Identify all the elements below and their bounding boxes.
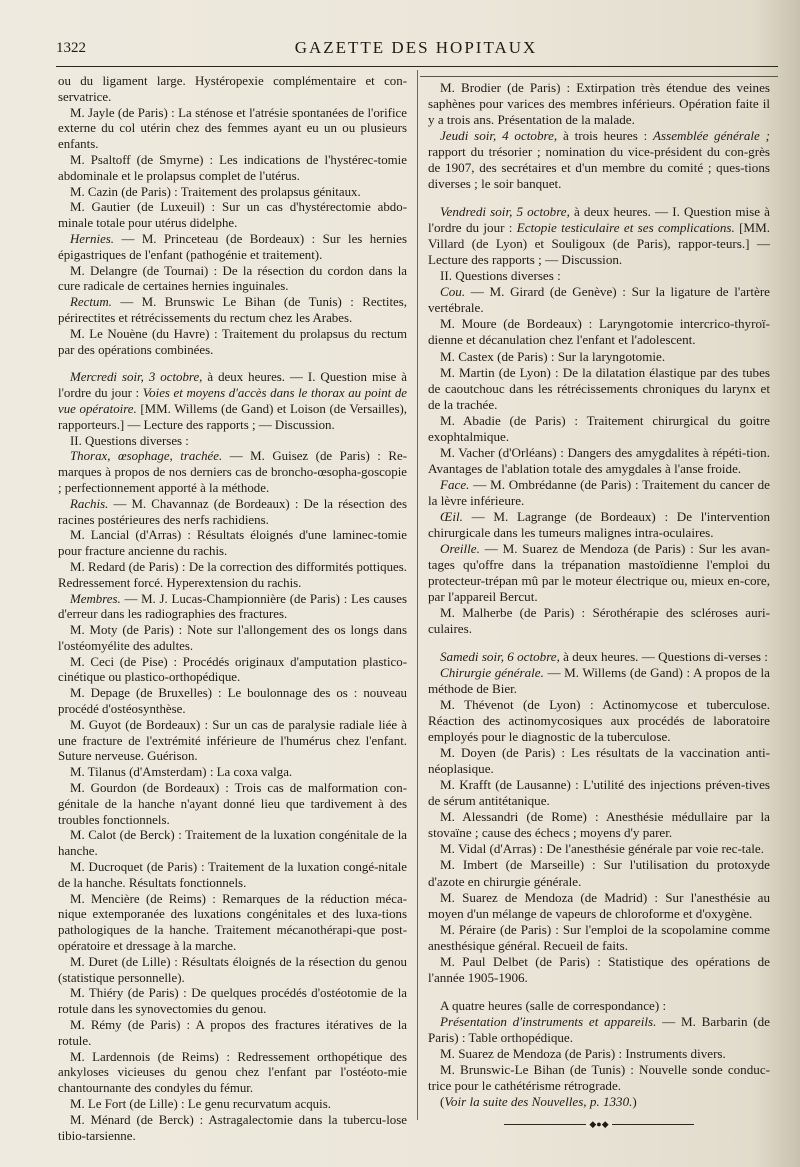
paragraph xyxy=(428,509,770,541)
paragraph-text: — M. Chavannaz (de Bordeaux) : De la résection des racines postérieures des nerfs rachidiens. xyxy=(58,496,407,527)
paragraph xyxy=(58,1050,407,1097)
paragraph-text: à trois heures : xyxy=(557,128,653,144)
paragraph-text: — M. Girard (de Genève) : Sur la ligature de l'artère vertébrale. xyxy=(428,284,770,316)
paragraph xyxy=(428,890,770,922)
paragraph-text: — M. Barbarin (de Paris) : Table orthopédique. xyxy=(428,1013,770,1045)
paragraph xyxy=(58,828,407,860)
paragraph-text: M. Redard (de Paris) : De la correction des difformités pottiques. Redressement forcé. Hyperextension du rachis. xyxy=(58,559,407,590)
section-lead: Œil. xyxy=(440,508,463,524)
paragraph-text: M. Depage (de Bruxelles) : Le boulonnage des os : nouveau procédé d'ostéosynthèse. xyxy=(58,686,407,717)
paragraph-text: ( xyxy=(440,1093,445,1109)
section-lead: Cou. xyxy=(440,284,466,300)
paragraph xyxy=(428,998,770,1014)
paragraph xyxy=(428,605,770,637)
paragraph-text: M. Suarez de Mendoza (de Paris) : Instruments divers. xyxy=(440,1045,726,1061)
section-lead: Mercredi soir, 3 octobre, xyxy=(70,370,203,385)
journal-title: GAZETTE DES HOPITAUX xyxy=(294,38,538,57)
paragraph-text: M. Krafft (de Lausanne) : L'utilité des injections préven-tives de sérum antitétanique. xyxy=(428,777,770,809)
paragraph xyxy=(58,153,407,185)
paragraph-text: M. Abadie (de Paris) : Traitement chirurgical du goitre exophtalmique. xyxy=(428,412,770,444)
paragraph xyxy=(58,370,407,433)
header-rule xyxy=(56,66,778,67)
paragraph xyxy=(58,327,407,359)
paragraph xyxy=(428,413,770,445)
paragraph xyxy=(58,264,407,296)
paragraph xyxy=(428,284,770,316)
paragraph-text: M. Brunswic-Le Bihan (de Tunis) : Nouvelle sonde conduc-trice pour le cathétérisme rétrograde. xyxy=(428,1061,770,1093)
paragraph-text: M. Rémy (de Paris) : A propos des fractures itératives de la rotule. xyxy=(58,1018,407,1048)
paragraph xyxy=(58,623,407,655)
paragraph xyxy=(58,986,407,1018)
paragraph-tail: [MM. Villard (de Lyon) et Souligoux (de Paris), rappor-teurs.] — Lecture des rapports ; — Discussion. xyxy=(428,220,770,268)
paragraph-text: M. Vacher (d'Orléans) : Dangers des amygdalites à répéti-tion. Avantages de l'ablation totale des amygdales à l'anse froide. xyxy=(428,444,770,476)
paragraph-text: M. Delangre (de Tournai) : De la résection du cordon dans la cure radicale de certaines hernies inguinales. xyxy=(58,263,407,294)
paragraph-text: M. Suarez de Mendoza (de Madrid) : Sur l'anesthésie au moyen d'un mélange de vapeurs de chloroforme et d'oxygène. xyxy=(428,889,770,921)
paragraph-text: M. Alessandri (de Rome) : Anesthésie médullaire par la stovaïne ; cause des échecs ; moyens d'y parer. xyxy=(428,809,770,841)
paragraph xyxy=(58,106,407,153)
paragraph-text: M. Lancial (d'Arras) : Résultats éloignés d'une laminec-tomie pour fracture ancienne du rachis. xyxy=(58,528,407,559)
italic-title: Voir la suite des Nouvelles, p. 1330. xyxy=(444,1093,633,1109)
paragraph xyxy=(58,497,407,529)
paragraph-text: M. Imbert (de Marseille) : Sur l'utilisation du protoxyde d'azote en chirurgie générale. xyxy=(428,857,770,889)
italic-title: Ectopie testiculaire et ses complications. xyxy=(516,220,735,236)
paragraph-text: — M. Willems (de Gand) : A propos de la méthode de Bier. xyxy=(428,665,770,697)
paragraph-text: M. Le Nouène (du Havre) : Traitement du prolapsus du rectum par des opérations combinées. xyxy=(58,326,407,357)
paragraph xyxy=(58,434,407,450)
paragraph xyxy=(428,745,770,777)
paragraph-text: M. Guyot (de Bordeaux) : Sur un cas de paralysie radiale liée à une fracture de l'extrémité inférieure de l'humérus chez l'enfant. Suture nerveuse. Guérison. xyxy=(58,717,407,764)
paragraph xyxy=(428,316,770,348)
paragraph-text: M. Psaltoff (de Smyrne) : Les indications de l'hystérec-tomie abdominale et le prolapsus complet de l'utérus. xyxy=(58,152,407,183)
paragraph xyxy=(58,955,407,987)
paragraph-text: M. Malherbe (de Paris) : Sérothérapie des scléroses auri-culaires. xyxy=(428,605,770,637)
paragraph-text: M. Thiéry (de Paris) : De quelques procédés d'ostéotomie de la rotule dans les synovectomies du genou. xyxy=(58,986,407,1017)
paragraph xyxy=(428,349,770,365)
paragraph xyxy=(58,892,407,955)
paragraph-text: M. Doyen (de Paris) : Les résultats de la vaccination anti-néoplasique. xyxy=(428,745,770,777)
paragraph-text: M. Castex (de Paris) : Sur la laryngotomie. xyxy=(440,348,666,364)
paragraph xyxy=(428,649,770,665)
paragraph xyxy=(58,718,407,765)
section-lead: Présentation d'instruments et appareils. xyxy=(440,1013,657,1029)
page-number: 1322 xyxy=(56,40,86,56)
paragraph xyxy=(428,697,770,745)
paragraph xyxy=(428,1094,770,1110)
paragraph xyxy=(428,1046,770,1062)
paragraph xyxy=(58,765,407,781)
section-lead: Rachis. xyxy=(70,496,109,511)
paragraph xyxy=(428,541,770,605)
paragraph xyxy=(428,445,770,477)
paragraph-text: M. Moty (de Paris) : Note sur l'allongement des os longs dans l'ostéomyélite des adultes. xyxy=(58,623,407,653)
page-header xyxy=(56,40,776,64)
paragraph-text: ou du ligament large. Hystéropexie complémentaire et con-servatrice. xyxy=(58,74,407,104)
italic-title: Assemblée générale ; xyxy=(653,128,770,144)
section-lead: Oreille. xyxy=(440,540,480,556)
paragraph-text: M. Ducroquet (de Paris) : Traitement de la luxation congé-nitale de la hanche. Résultats fonctionnels. xyxy=(58,860,407,890)
paragraph-text: M. Ceci (de Pise) : Procédés originaux d'amputation plastico-cinétique ou plastico-orthopédique. xyxy=(58,654,407,685)
paragraph-text: — M. Suarez de Mendoza (de Paris) : Sur les avan-tages qu'offre dans la trépanation mastoïdienne l'emploi du protecteur-trépan mû par le moteur électrique ou, mieux en-core, par l'appareil Bercut. xyxy=(428,540,770,604)
paragraph-text: II. Questions diverses : xyxy=(70,433,189,448)
section-lead: Chirurgie générale. xyxy=(440,665,544,681)
paragraph-text: A quatre heures (salle de correspondance) : xyxy=(440,997,667,1013)
italic-title: Voies et moyens d'accès dans le thorax au point de vue opératoire. xyxy=(58,386,407,416)
paragraph-text: M. Moure (de Bordeaux) : Laryngotomie intercrico-thyroï-dienne et décanulation chez l'enfant et l'adolescent. xyxy=(428,316,770,348)
paragraph xyxy=(428,128,770,192)
paragraph-text: — M. Princeteau (de Bordeaux) : Sur les hernies épigastriques de l'enfant (pathogénie et traitement). xyxy=(58,231,407,262)
paragraph xyxy=(58,860,407,892)
paragraph xyxy=(58,655,407,687)
paragraph-text: à deux heures. — I. Question mise à l'ordre du jour : xyxy=(428,204,770,236)
paragraph-text: M. Gautier (de Luxeuil) : Sur un cas d'hystérectomie abdo-minale totale pour utérus didelphe. xyxy=(58,200,407,231)
paragraph-tail: ) xyxy=(632,1093,637,1109)
column-divider xyxy=(417,70,418,1120)
paragraph xyxy=(428,80,770,128)
paragraph-text: à deux heures. — Questions di-verses : xyxy=(559,649,768,665)
paragraph-text: M. Gourdon (de Bordeaux) : Trois cas de malformation con-génitale de la hanche n'ayant donné lieu que tardivement à des troubles fonctionnels. xyxy=(58,781,407,827)
paragraph-text: M. Le Fort (de Lille) : Le genu recurvatum acquis. xyxy=(70,1097,331,1111)
paragraph xyxy=(58,449,407,496)
paragraph-text: — M. J. Lucas-Championnière (de Paris) : Les causes d'erreur dans les radiographies des fractures. xyxy=(58,591,407,622)
paragraph-text: M. Calot (de Berck) : Traitement de la luxation congénitale de la hanche. xyxy=(58,828,407,859)
paragraph xyxy=(428,204,770,268)
paragraph xyxy=(58,1097,407,1113)
paragraph xyxy=(428,1062,770,1094)
section-lead: Face. xyxy=(440,476,470,492)
right-column xyxy=(428,80,770,1128)
paragraph-text: II. Questions diverses : xyxy=(440,268,561,284)
paragraph-text: M. Péraire (de Paris) : Sur l'emploi de la scopolamine comme anesthésique général. Recueil de faits. xyxy=(428,921,770,953)
separator-ornament-icon: ◆●◆ xyxy=(586,1120,612,1128)
paragraph xyxy=(58,185,407,201)
paragraph-text: M. Tilanus (d'Amsterdam) : La coxa valga. xyxy=(70,765,293,780)
paragraph-text: M. Paul Delbet (de Paris) : Statistique des opérations de l'année 1905-1906. xyxy=(428,953,770,985)
paragraph-tail: [MM. Willems (de Gand) et Loison (de Versailles), rapporteurs.] — Lecture des rapports ; — Discussion. xyxy=(58,401,407,432)
paragraph-text: M. Thévenot (de Lyon) : Actinomycose et tuberculose. Réaction des actinomycosiques aux procédés de laboratoire employés pour le diagnostic de la tuberculose. xyxy=(428,697,770,745)
paragraph-text: — M. Ombrédanne (de Paris) : Traitement du cancer de la lèvre inférieure. xyxy=(428,476,770,508)
section-lead: Vendredi soir, 5 octobre, xyxy=(440,204,570,220)
paragraph-tail: rapport du trésorier ; nomination du vice-président du con-grès de 1907, des secrétaires et d'un membre du comité ; ques-tions diverses ; le soir banquet. xyxy=(428,144,770,192)
paragraph-text: M. Jayle (de Paris) : La sténose et l'atrésie spontanées de l'orifice externe du col utérin chez des femmes ayant eu un ou plusieurs enfants. xyxy=(58,105,407,152)
paragraph xyxy=(58,686,407,718)
paragraph xyxy=(58,74,407,106)
paragraph xyxy=(428,365,770,413)
paragraph xyxy=(428,777,770,809)
paragraph xyxy=(428,954,770,986)
paragraph-text: M. Mencière (de Reims) : Remarques de la réduction méca-nique extemporanée des luxations congénitales et des luxa-tions pathologiques de la hanche. Traitement mécanothérapi-que post-opératoire et dressage à la marche. xyxy=(58,891,407,954)
section-lead: Samedi soir, 6 octobre, xyxy=(440,649,560,665)
ornamental-separator xyxy=(504,1120,694,1128)
paragraph xyxy=(428,268,770,284)
paragraph-text: M. Duret (de Lille) : Résultats éloignés de la résection du genou (statistique personnelle). xyxy=(58,954,407,985)
section-lead: Jeudi soir, 4 octobre, xyxy=(440,128,558,144)
paragraph-text: M. Lardennois (de Reims) : Redressement orthopétique des ankyloses vicieuses du genou chez l'enfant par l'ostéoto-mie chantournante des condyles du fémur. xyxy=(58,1049,407,1096)
paragraph xyxy=(428,809,770,841)
paragraph-text: — M. Brunswic Le Bihan (de Tunis) : Rectites, périrectites et rétrécissements du rectum chez les Arabes. xyxy=(58,295,407,325)
paragraph xyxy=(58,232,407,264)
paragraph xyxy=(58,1018,407,1050)
header-rule-secondary xyxy=(420,76,778,77)
paragraph xyxy=(58,200,407,232)
paragraph-text: M. Brodier (de Paris) : Extirpation très étendue des veines saphènes pour varices des membres inférieurs. Opération faite il y a trois ans. Présentation de la malade. xyxy=(428,80,770,128)
paragraph-text: — M. Guisez (de Paris) : Re-marques à propos de nos derniers cas de broncho-œsopha-goscopie ; perfectionnement apporté à la méthode. xyxy=(58,449,407,495)
paragraph xyxy=(58,560,407,592)
paragraph xyxy=(58,528,407,560)
paragraph xyxy=(428,665,770,697)
paragraph xyxy=(58,295,407,327)
paragraph-text: M. Martin (de Lyon) : De la dilatation élastique par des tubes de caoutchouc dans les rétrécissements chroniques du larynx et de la trachée. xyxy=(428,364,770,412)
paragraph xyxy=(428,922,770,954)
paragraph-text: M. Cazin (de Paris) : Traitement des prolapsus génitaux. xyxy=(70,184,361,199)
section-lead: Thorax, œsophage, trachée. xyxy=(70,449,223,464)
paragraph xyxy=(428,857,770,889)
section-lead: Hernies. xyxy=(70,231,115,246)
left-column xyxy=(58,74,407,1144)
section-lead: Membres. xyxy=(70,591,121,606)
paragraph xyxy=(428,841,770,857)
paragraph xyxy=(58,1113,407,1145)
paragraph xyxy=(428,1014,770,1046)
section-lead: Rectum. xyxy=(70,295,112,310)
paragraph-text: à deux heures. — I. Question mise à l'ordre du jour : xyxy=(58,370,407,401)
paragraph xyxy=(428,477,770,509)
paragraph-text: M. Vidal (d'Arras) : De l'anesthésie générale par voie rec-tale. xyxy=(440,841,764,857)
paragraph-text: — M. Lagrange (de Bordeaux) : De l'intervention chirurgicale dans les tumeurs malignes intra-oculaires. xyxy=(428,508,770,540)
paragraph-text: M. Ménard (de Berck) : Astragalectomie dans la tubercu-lose tibio-tarsienne. xyxy=(58,1112,407,1143)
paragraph xyxy=(58,781,407,828)
paragraph xyxy=(58,592,407,624)
